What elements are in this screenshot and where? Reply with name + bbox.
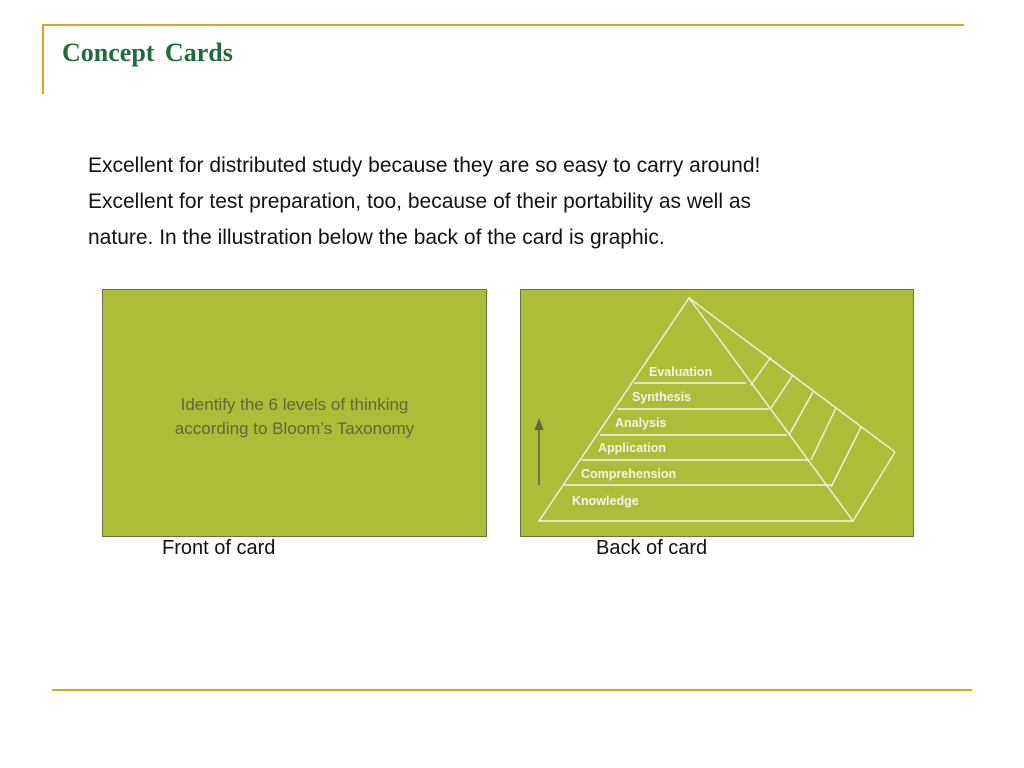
- bloom-pyramid: [521, 290, 913, 536]
- body-line: Excellent for distributed study because they are so easy to carry around!: [88, 154, 761, 177]
- pyramid-side-edge: [853, 452, 895, 521]
- front-card-line: Identify the 6 levels of thinking: [180, 395, 409, 414]
- side-divider: [831, 427, 861, 487]
- body-text: [88, 148, 888, 256]
- level-label: Analysis: [615, 416, 667, 430]
- slide-title: Concept Cards: [62, 38, 233, 67]
- side-divider: [811, 408, 836, 460]
- back-card: [520, 289, 914, 537]
- side-divider: [789, 392, 813, 435]
- side-divider: [771, 375, 793, 408]
- body-line: nature. In the illustration below the back of the card is graphic.: [88, 226, 665, 249]
- front-card: [102, 289, 487, 537]
- front-card-text: [103, 393, 486, 441]
- back-card-caption: Back of card: [596, 537, 708, 559]
- body-line: Excellent for test preparation, too, because of their portability as well as: [88, 190, 752, 213]
- left-rule: [42, 24, 44, 94]
- top-rule: [42, 24, 964, 26]
- front-card-line: according to Bloom’s Taxonomy: [174, 419, 415, 438]
- level-label: Synthesis: [632, 390, 692, 404]
- level-label: Comprehension: [581, 467, 677, 481]
- level-label: Knowledge: [572, 494, 639, 508]
- up-arrow-icon: [535, 418, 544, 485]
- side-divider: [751, 357, 771, 385]
- level-label: Evaluation: [649, 365, 713, 379]
- level-label: Application: [598, 441, 667, 455]
- bottom-rule: [52, 689, 972, 691]
- front-card-caption: Front of card: [162, 537, 276, 559]
